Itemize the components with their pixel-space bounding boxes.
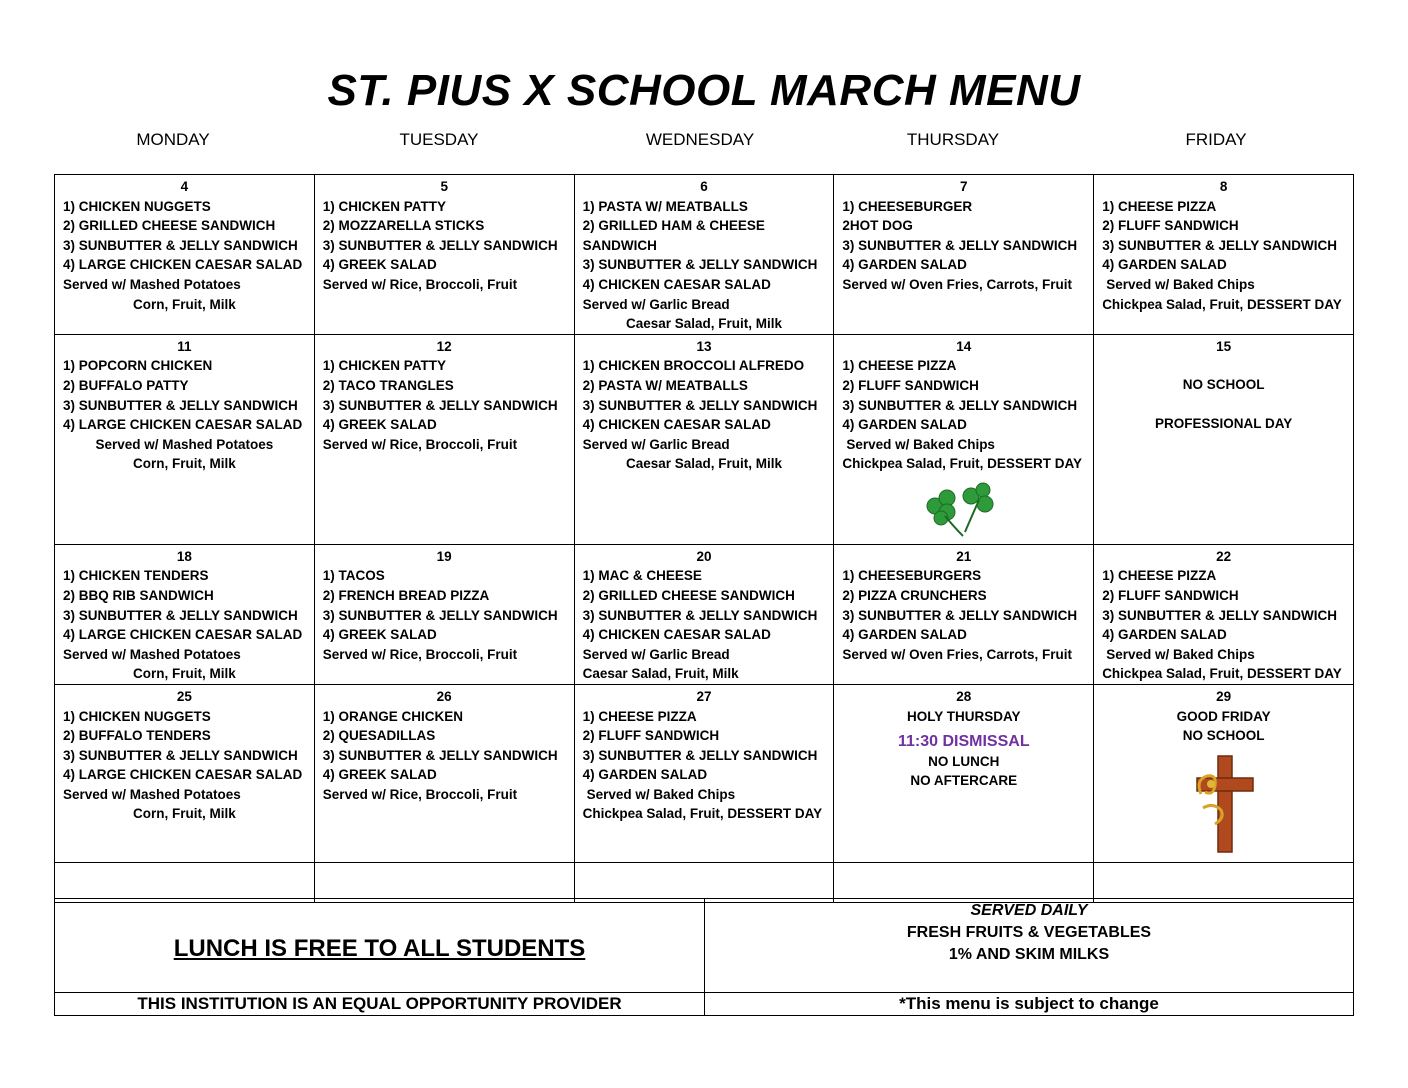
empty-cell bbox=[574, 862, 834, 902]
week-row bbox=[55, 334, 1354, 544]
menu-line: 3) SUNBUTTER & JELLY SANDWICH bbox=[1102, 237, 1337, 253]
menu-line: 2) BUFFALO TENDERS bbox=[63, 728, 211, 744]
day-number: 20 bbox=[696, 548, 712, 564]
day-cell bbox=[574, 684, 834, 862]
day-cell bbox=[574, 175, 834, 335]
menu-line: 4) GREEK SALAD bbox=[322, 767, 437, 783]
menu-line: 1) CHICKEN BROCCOLI ALFREDO bbox=[582, 358, 805, 374]
menu-line: 4) GARDEN SALAD bbox=[1102, 627, 1227, 643]
menu-line: Chickpea Salad, Fruit, DESSERT DAY bbox=[1102, 296, 1342, 312]
day-number: 6 bbox=[700, 179, 708, 194]
served-daily-box bbox=[704, 898, 1354, 993]
menu-line: 3) SUNBUTTER & JELLY SANDWICH bbox=[322, 397, 558, 413]
menu-line: Served w/ Mashed Potatoes bbox=[63, 646, 241, 662]
menu-line: Chickpea Salad, Fruit, DESSERT DAY bbox=[582, 806, 823, 822]
menu-line: 3) SUNBUTTER & JELLY SANDWICH bbox=[842, 607, 1078, 623]
menu-line: 2) QUESADILLAS bbox=[322, 728, 436, 744]
page-title: ST. PIUS X SCHOOL MARCH MENU bbox=[327, 66, 1081, 115]
empty-cell bbox=[314, 862, 574, 902]
menu-line: 2) GRILLED HAM & CHEESE bbox=[582, 218, 765, 234]
day-cell bbox=[834, 334, 1094, 544]
menu-line: 1) CHEESEBURGER bbox=[842, 198, 973, 214]
day-header-wednesday: WEDNESDAY bbox=[645, 130, 755, 149]
menu-line: 1) MAC & CHEESE bbox=[582, 568, 702, 584]
menu-line: 2) FLUFF SANDWICH bbox=[1102, 587, 1239, 603]
menu-line: Served w/ Rice, Broccoli, Fruit bbox=[322, 646, 518, 662]
menu-line: Caesar Salad, Fruit, Milk bbox=[582, 666, 739, 682]
menu-line: 3) SUNBUTTER & JELLY SANDWICH bbox=[1102, 607, 1337, 623]
menu-line: Served w/ Mashed Potatoes bbox=[63, 276, 241, 292]
served-daily-fruits: FRESH FRUITS & VEGETABLES bbox=[906, 924, 1152, 941]
day-cell bbox=[834, 544, 1094, 684]
menu-line: 2) FLUFF SANDWICH bbox=[1102, 218, 1239, 234]
menu-line: 1) CHEESE PIZZA bbox=[1102, 198, 1217, 214]
menu-line: 3) SUNBUTTER & JELLY SANDWICH bbox=[582, 257, 818, 273]
menu-line: 4) GREEK SALAD bbox=[322, 417, 437, 433]
menu-line: 4) CHICKEN CAESAR SALAD bbox=[582, 276, 771, 292]
menu-line: 1) PASTA W/ MEATBALLS bbox=[582, 198, 748, 214]
menu-line: 4) GREEK SALAD bbox=[322, 627, 437, 643]
day-cell bbox=[574, 544, 834, 684]
menu-line: 2) GRILLED CHEESE SANDWICH bbox=[582, 587, 795, 603]
menu-line: 4) CHICKEN CAESAR SALAD bbox=[582, 627, 771, 643]
menu-line: GOOD FRIDAY bbox=[1176, 708, 1271, 724]
shamrock-icon bbox=[921, 482, 1007, 538]
day-cell bbox=[834, 684, 1094, 862]
menu-line: 2) BBQ RIB SANDWICH bbox=[63, 587, 214, 603]
menu-line: 2) GRILLED CHEESE SANDWICH bbox=[63, 218, 276, 234]
menu-line: 4) GARDEN SALAD bbox=[842, 417, 967, 433]
menu-line: 1) CHEESE PIZZA bbox=[842, 358, 957, 374]
day-header-thursday: THURSDAY bbox=[906, 130, 1000, 149]
day-header-tuesday: TUESDAY bbox=[399, 130, 479, 149]
day-cell bbox=[55, 684, 315, 862]
menu-line: 4) GARDEN SALAD bbox=[582, 767, 708, 783]
free-lunch-notice: LUNCH IS FREE TO ALL STUDENTS bbox=[173, 935, 586, 962]
day-cell bbox=[314, 684, 574, 862]
served-daily-heading: SERVED DAILY bbox=[970, 902, 1088, 919]
menu-line: 3) SUNBUTTER & JELLY SANDWICH bbox=[842, 237, 1078, 253]
menu-line: Served w/ Garlic Bread bbox=[582, 296, 730, 312]
day-cell bbox=[1094, 334, 1354, 544]
menu-line: 2) MOZZARELLA STICKS bbox=[322, 218, 485, 234]
week-row bbox=[55, 175, 1354, 335]
menu-line: Served w/ Baked Chips bbox=[846, 436, 995, 452]
menu-line: 2) FLUFF SANDWICH bbox=[582, 728, 720, 744]
menu-line: 3) SUNBUTTER & JELLY SANDWICH bbox=[582, 607, 818, 623]
menu-line: NO SCHOOL bbox=[1182, 377, 1265, 393]
day-number: 26 bbox=[436, 688, 452, 704]
menu-line: NO AFTERCARE bbox=[910, 773, 1018, 789]
menu-line: 3) SUNBUTTER & JELLY SANDWICH bbox=[63, 397, 298, 413]
menu-line: 2HOT DOG bbox=[842, 218, 913, 234]
menu-line: 1) ORANGE CHICKEN bbox=[322, 708, 464, 724]
day-number: 13 bbox=[696, 338, 712, 354]
menu-line: 3) SUNBUTTER & JELLY SANDWICH bbox=[842, 397, 1078, 413]
menu-line: 1) CHEESE PIZZA bbox=[582, 708, 697, 724]
day-number: 15 bbox=[1216, 338, 1232, 354]
day-cell bbox=[1094, 684, 1354, 862]
week-row bbox=[55, 684, 1354, 862]
subject-to-change-notice: *This menu is subject to change bbox=[704, 992, 1354, 1016]
served-daily-milks: 1% AND SKIM MILKS bbox=[948, 946, 1110, 963]
day-cell bbox=[834, 175, 1094, 335]
menu-line: Served w/ Rice, Broccoli, Fruit bbox=[322, 276, 518, 292]
equal-opportunity-notice: THIS INSTITUTION IS AN EQUAL OPPORTUNITY PROVIDER bbox=[54, 992, 705, 1016]
menu-line: Chickpea Salad, Fruit, DESSERT DAY bbox=[842, 456, 1082, 472]
free-lunch-box bbox=[54, 898, 705, 993]
menu-line: Chickpea Salad, Fruit, DESSERT DAY bbox=[1102, 666, 1342, 682]
day-number: 12 bbox=[436, 338, 452, 354]
menu-line: Corn, Fruit, Milk bbox=[133, 806, 236, 822]
menu-line: 3) SUNBUTTER & JELLY SANDWICH bbox=[322, 607, 558, 623]
menu-line: 3) SUNBUTTER & JELLY SANDWICH bbox=[63, 237, 298, 253]
menu-line: Served w/ Mashed Potatoes bbox=[63, 786, 241, 802]
menu-line: Served w/ Mashed Potatoes bbox=[95, 436, 274, 452]
empty-cell bbox=[1094, 862, 1354, 902]
menu-line: 1) CHICKEN NUGGETS bbox=[63, 198, 211, 214]
day-cell bbox=[314, 334, 574, 544]
empty-cell bbox=[55, 862, 315, 902]
menu-line: 4) LARGE CHICKEN CAESAR SALAD bbox=[63, 627, 303, 643]
day-number: 27 bbox=[696, 688, 712, 704]
day-number: 29 bbox=[1216, 688, 1232, 704]
menu-line: 2) FLUFF SANDWICH bbox=[842, 377, 979, 393]
menu-line: Caesar Salad, Fruit, Milk bbox=[625, 456, 783, 472]
menu-line: 1) TACOS bbox=[322, 568, 385, 584]
day-number: 7 bbox=[960, 179, 968, 194]
menu-line: Served w/ Garlic Bread bbox=[582, 436, 730, 452]
day-cell bbox=[55, 544, 315, 684]
menu-line: NO LUNCH bbox=[928, 753, 1000, 769]
menu-line: Served w/ Oven Fries, Carrots, Fruit bbox=[842, 646, 1072, 662]
menu-line: 3) SUNBUTTER & JELLY SANDWICH bbox=[63, 607, 298, 623]
day-number: 18 bbox=[176, 548, 192, 564]
menu-line: 3) SUNBUTTER & JELLY SANDWICH bbox=[63, 747, 298, 763]
menu-line: Served w/ Baked Chips bbox=[1106, 276, 1255, 292]
menu-line: Corn, Fruit, Milk bbox=[133, 666, 236, 682]
menu-line: 1) CHEESEBURGERS bbox=[842, 568, 982, 584]
day-cell bbox=[314, 175, 574, 335]
day-number: 28 bbox=[956, 688, 972, 704]
menu-line: 4) LARGE CHICKEN CAESAR SALAD bbox=[63, 767, 303, 783]
day-number: 11 bbox=[177, 338, 192, 354]
menu-line: 2) BUFFALO PATTY bbox=[63, 377, 189, 393]
menu-line: 3) SUNBUTTER & JELLY SANDWICH bbox=[582, 397, 818, 413]
day-cell bbox=[574, 334, 834, 544]
menu-line: Caesar Salad, Fruit, Milk bbox=[625, 316, 783, 332]
menu-line: Served w/ Rice, Broccoli, Fruit bbox=[322, 786, 518, 802]
week-row bbox=[55, 544, 1354, 684]
day-number: 25 bbox=[176, 688, 192, 704]
menu-line: 2) FRENCH BREAD PIZZA bbox=[322, 587, 490, 603]
menu-line: 4) LARGE CHICKEN CAESAR SALAD bbox=[63, 257, 303, 273]
day-cell bbox=[55, 175, 315, 335]
menu-line: 1) CHICKEN TENDERS bbox=[63, 568, 209, 584]
day-cell bbox=[314, 544, 574, 684]
menu-line: 4) GREEK SALAD bbox=[322, 257, 437, 273]
menu-line: Served w/ Baked Chips bbox=[586, 786, 736, 802]
day-cell bbox=[1094, 175, 1354, 335]
day-number: 8 bbox=[1219, 179, 1228, 194]
day-cell bbox=[1094, 544, 1354, 684]
menu-line: PROFESSIONAL DAY bbox=[1154, 415, 1293, 431]
day-number: 21 bbox=[956, 548, 972, 564]
menu-line: Corn, Fruit, Milk bbox=[133, 296, 236, 312]
menu-line: 2) PIZZA CRUNCHERS bbox=[842, 587, 987, 603]
menu-line: 4) GARDEN SALAD bbox=[842, 257, 967, 273]
menu-line: HOLY THURSDAY bbox=[907, 708, 1021, 724]
empty-cell bbox=[834, 862, 1094, 902]
menu-calendar bbox=[54, 174, 1354, 903]
day-header-monday: MONDAY bbox=[136, 130, 210, 149]
cross-icon bbox=[1191, 754, 1257, 854]
menu-line: 3) SUNBUTTER & JELLY SANDWICH bbox=[582, 747, 818, 763]
menu-line: 4) GARDEN SALAD bbox=[1102, 257, 1227, 273]
menu-line: 1) CHICKEN NUGGETS bbox=[63, 708, 211, 724]
menu-line: 3) SUNBUTTER & JELLY SANDWICH bbox=[322, 747, 558, 763]
day-number: 14 bbox=[956, 338, 972, 354]
menu-line: 2) PASTA W/ MEATBALLS bbox=[582, 377, 748, 393]
dismissal-notice: 11:30 DISMISSAL bbox=[897, 733, 1030, 751]
menu-line: Served w/ Baked Chips bbox=[1106, 646, 1255, 662]
menu-line: Served w/ Oven Fries, Carrots, Fruit bbox=[842, 276, 1072, 292]
menu-line: 3) SUNBUTTER & JELLY SANDWICH bbox=[322, 237, 558, 253]
menu-line: SANDWICH bbox=[582, 237, 657, 253]
menu-line: 1) CHEESE PIZZA bbox=[1102, 568, 1217, 584]
menu-line: 1) CHICKEN PATTY bbox=[322, 358, 447, 374]
menu-line: 4) LARGE CHICKEN CAESAR SALAD bbox=[63, 417, 303, 433]
menu-line: Corn, Fruit, Milk bbox=[133, 456, 236, 472]
menu-line: 2) TACO TRANGLES bbox=[322, 377, 454, 393]
menu-line: NO SCHOOL bbox=[1182, 728, 1265, 744]
day-number: 19 bbox=[436, 548, 452, 564]
day-cell bbox=[55, 334, 315, 544]
menu-line: 4) GARDEN SALAD bbox=[842, 627, 967, 643]
empty-row bbox=[55, 862, 1354, 902]
day-number: 22 bbox=[1216, 548, 1232, 564]
menu-line: 1) POPCORN CHICKEN bbox=[63, 358, 213, 374]
day-header-friday: FRIDAY bbox=[1185, 130, 1247, 149]
menu-line: 4) CHICKEN CAESAR SALAD bbox=[582, 417, 771, 433]
day-number: 5 bbox=[440, 179, 448, 194]
menu-line: Served w/ Rice, Broccoli, Fruit bbox=[322, 436, 518, 452]
menu-line: Served w/ Garlic Bread bbox=[582, 646, 730, 662]
day-number: 4 bbox=[180, 179, 189, 194]
menu-line: 1) CHICKEN PATTY bbox=[322, 198, 447, 214]
